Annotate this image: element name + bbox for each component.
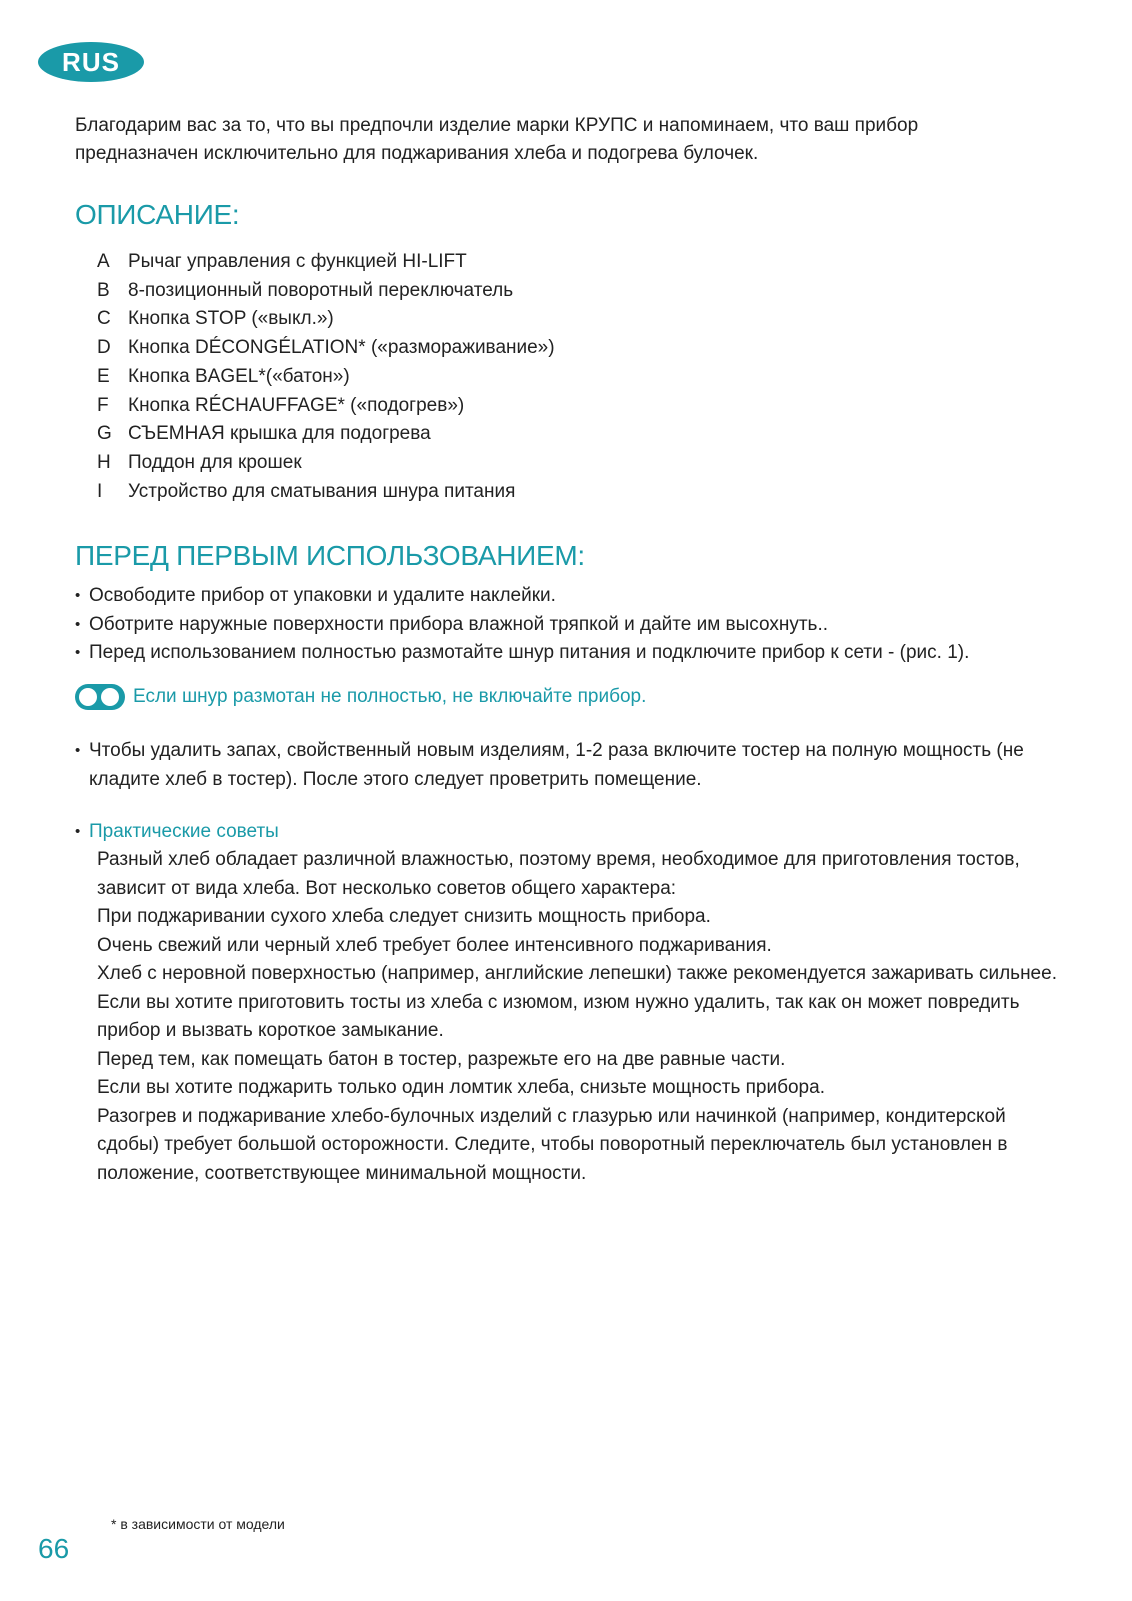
description-heading: ОПИСАНИЕ:: [75, 199, 240, 230]
item-letter: G: [97, 423, 112, 445]
odor-bullet-list: [75, 737, 1065, 794]
page-number: 66: [38, 1533, 70, 1564]
item-letter: D: [97, 337, 111, 359]
item-text: Кнопка RÉCHAUFFAGE* («подогрев»): [128, 394, 465, 416]
tip-paragraph: Хлеб с неровной поверхностью (например, английские лепешки) также рекомендуется зажаривать сильнее.: [97, 963, 1057, 984]
item-text: Кнопка DÉCONGÉLATION* («размораживание»): [128, 337, 555, 359]
item-letter: E: [97, 365, 110, 387]
list-item: [97, 363, 555, 392]
list-item: [97, 449, 555, 478]
list-item: [97, 392, 555, 421]
item-text: Рычаг управления с функцией HI-LIFT: [128, 251, 467, 272]
tip-paragraph: Если вы хотите поджарить только один ломтик хлеба, снизьте мощность прибора.: [97, 1077, 825, 1098]
bullet-item: • Чтобы удалить запах, свойственный новым изделиям, 1-2 раза включите тостер на полную мощность (не кладите хлеб в тостер). После этого следует проветрить помещение.: [75, 737, 1065, 794]
list-item: [97, 305, 555, 334]
tips-heading: • Практические советы: [75, 819, 279, 845]
warning-note: [75, 684, 646, 710]
intro-line: предназначен исключительно для поджаривания хлеба и подогрева булочек.: [75, 143, 759, 164]
item-letter: I: [97, 480, 103, 502]
warning-text: Если шнур размотан не полностью, не включайте прибор.: [133, 686, 647, 707]
item-text: Кнопка BAGEL*(«батон»): [128, 365, 350, 387]
list-item: [97, 478, 555, 507]
tip-paragraph: Разогрев и поджаривание хлебо-булочных изделий с глазурью или начинкой (например, кондитерской сдобы) требует большой осторожности. Следите, чтобы поворотный переключатель был установлен в положение, соответствующее минимальной мощности.: [97, 1105, 1008, 1184]
item-letter: F: [97, 394, 109, 416]
tip-paragraph: Разный хлеб обладает различной влажностью, поэтому время, необходимое для приготовления тостов, зависит от вида хлеба. Вот несколько советов общего характера:: [97, 849, 1020, 899]
item-text: СЪЕМНАЯ крышка для подогрева: [128, 423, 431, 445]
setup-bullet-list: [75, 582, 1065, 668]
list-item: [97, 277, 555, 306]
bullet-item: • Оботрите наружные поверхности прибора влажной тряпкой и дайте им высохнуть..: [75, 611, 1065, 640]
language-badge: RUS: [38, 42, 144, 82]
item-letter: H: [97, 451, 111, 473]
footnote: * в зависимости от модели: [111, 1516, 285, 1532]
list-item: [97, 420, 555, 449]
tip-paragraph: При поджаривании сухого хлеба следует снизить мощность прибора.: [97, 906, 711, 927]
item-letter: C: [97, 308, 111, 330]
intro-line: Благодарим вас за то, что вы предпочли изделие марки КРУПС и напоминаем, что ваш прибор: [75, 115, 919, 136]
intro-text: [75, 112, 1075, 168]
list-item: [97, 248, 555, 277]
before-first-use-heading: ПЕРЕД ПЕРВЫМ ИСПОЛЬЗОВАНИЕМ:: [75, 540, 585, 571]
item-letter: B: [97, 279, 110, 301]
list-item: [97, 334, 555, 363]
description-list: [97, 248, 555, 506]
bullet-item: • Освободите прибор от упаковки и удалите наклейки.: [75, 582, 1065, 611]
item-text: 8-позиционный поворотный переключатель: [128, 279, 514, 301]
warning-icon: [75, 684, 125, 710]
tip-paragraph: Перед тем, как помещать батон в тостер, разрежьте его на две равные части.: [97, 1048, 786, 1070]
item-text: Устройство для сматывания шнура питания: [128, 480, 516, 502]
tip-paragraph: Если вы хотите приготовить тосты из хлеба с изюмом, изюм нужно удалить, так как он может повредить прибор и вызвать короткое замыкание.: [97, 991, 1020, 1041]
bullet-item: • Перед использованием полностью размотайте шнур питания и подключите прибор к сети - (рис. 1).: [75, 639, 1065, 668]
tip-paragraph: Очень свежий или черный хлеб требует более интенсивного поджаривания.: [97, 934, 772, 956]
tips-text: [97, 846, 1057, 1188]
item-text: Поддон для крошек: [128, 451, 302, 473]
item-letter: A: [97, 251, 110, 272]
item-text: Кнопка STOP («выкл.»): [128, 308, 334, 330]
